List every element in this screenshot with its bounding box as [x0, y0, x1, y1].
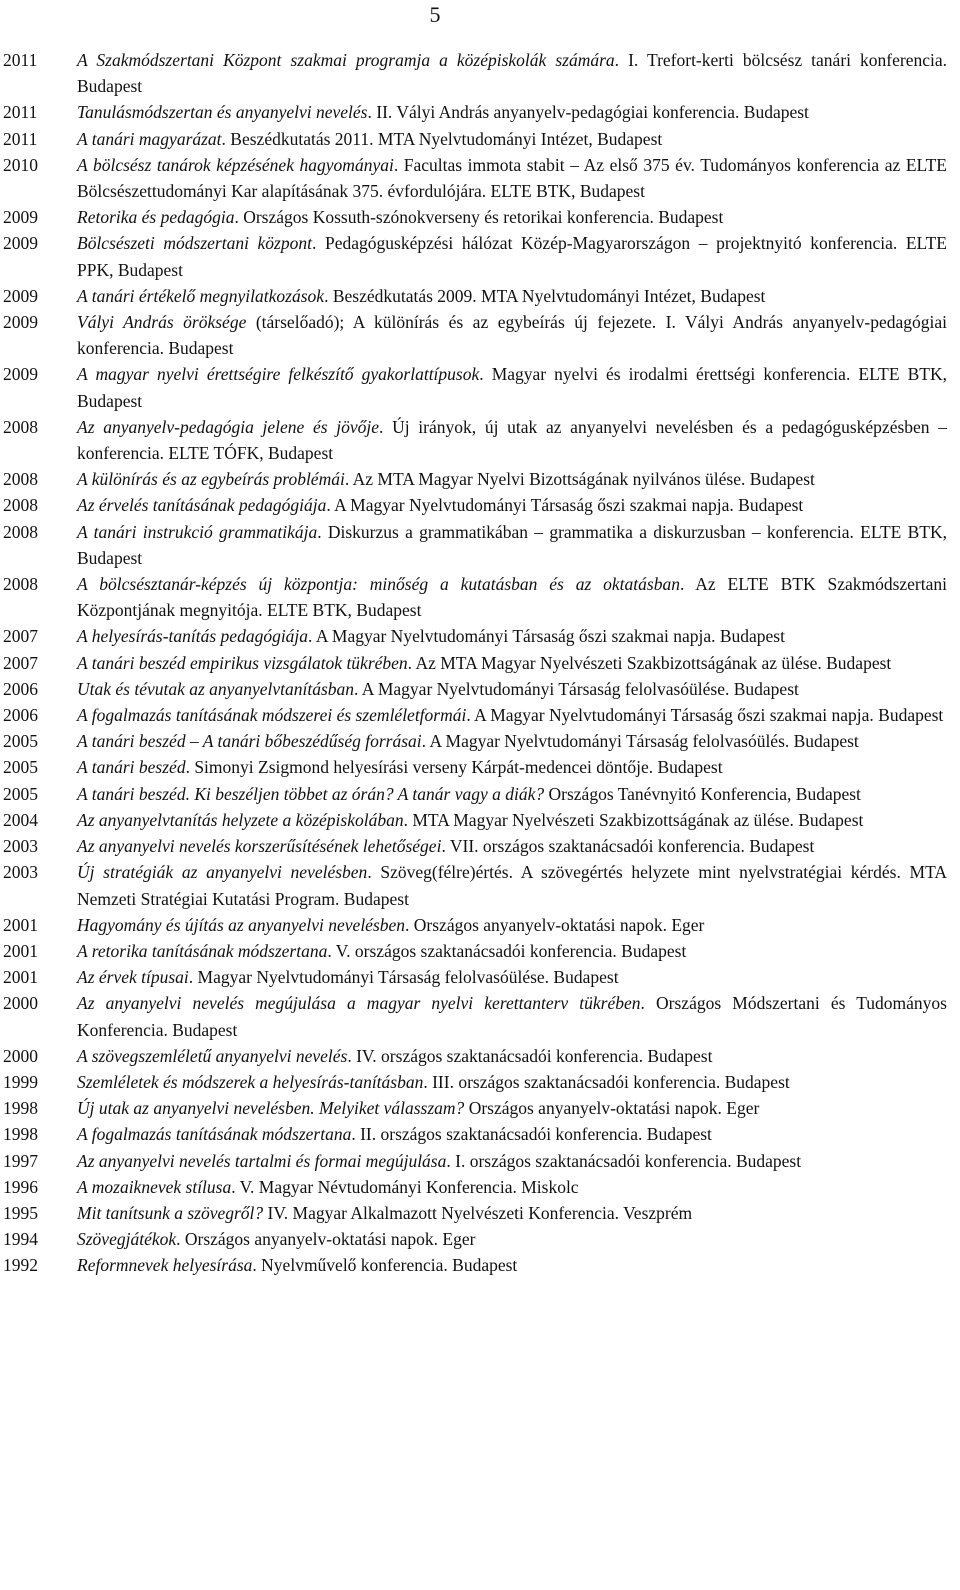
entry-year: 2009 — [3, 233, 38, 254]
entry-title: A tanári beszéd — [77, 757, 186, 778]
entry-year: 2005 — [3, 731, 38, 752]
entry-text — [77, 99, 947, 125]
list-item — [3, 1095, 947, 1121]
list-item — [3, 702, 947, 728]
entry-title: A tanári beszéd – A tanári bőbeszédűség forrásai — [77, 731, 422, 752]
entry-year: 1994 — [3, 1229, 38, 1250]
list-item — [3, 47, 947, 99]
entry-details: . IV. országos szaktanácsadói konferencia. Budapest — [347, 1045, 713, 1066]
entry-details: . Az MTA Magyar Nyelvi Bizottságának nyilvános ülése. Budapest — [344, 469, 815, 490]
entry-text — [77, 571, 947, 623]
entry-year: 2009 — [3, 312, 38, 333]
entry-title: A szövegszemléletű anyanyelvi nevelés — [77, 1045, 348, 1066]
entry-title: A Szakmódszertani Központ szakmai programja a középiskolák számára — [77, 50, 615, 70]
entry-text — [77, 1095, 947, 1121]
entry-details: . Országos Kossuth-szónokverseny és retorikai konferencia. Budapest — [234, 207, 724, 228]
entry-text — [77, 126, 947, 152]
list-item — [3, 571, 947, 623]
entry-year: 2001 — [3, 914, 38, 935]
entry-text — [77, 964, 947, 990]
entry-title: Az érvelés tanításának pedagógiája — [77, 495, 327, 516]
entry-details: . A Magyar Nyelvtudományi Társaság őszi szakmai napja. Budapest — [466, 705, 944, 726]
entry-year: 2003 — [3, 836, 38, 857]
entry-year: 2008 — [3, 469, 38, 490]
list-item — [3, 912, 947, 938]
entry-text — [77, 833, 947, 859]
entry-year: 2006 — [3, 705, 38, 726]
entry-text — [77, 1069, 947, 1095]
list-item — [3, 1043, 947, 1069]
entry-details: . Magyar nyelvi és irodalmi érettségi konferencia. ELTE BTK, Budapest — [77, 364, 947, 411]
list-item — [3, 99, 947, 125]
entry-title: A bölcsész tanárok képzésének hagyományai — [77, 154, 394, 175]
list-item — [3, 126, 947, 152]
entry-title: A tanári beszéd empirikus vizsgálatok tükrében — [77, 652, 408, 673]
entry-text — [77, 519, 947, 571]
entry-title: Utak és tévutak az anyanyelvtanításban — [77, 678, 355, 699]
entry-details: . Beszédkutatás 2011. MTA Nyelvtudományi Intézet, Budapest — [221, 128, 663, 149]
entry-text — [77, 1200, 947, 1226]
entry-year: 1998 — [3, 1098, 38, 1119]
entry-text — [77, 492, 947, 518]
entry-details: . Simonyi Zsigmond helyesírási verseny Kárpát-medencei döntője. Budapest — [185, 757, 723, 778]
entry-year: 2005 — [3, 757, 38, 778]
entry-year: 2001 — [3, 967, 38, 988]
list-item — [3, 1226, 947, 1252]
list-item — [3, 990, 947, 1042]
list-item — [3, 623, 947, 649]
entry-text — [77, 1043, 947, 1069]
entry-title: A magyar nyelvi érettségire felkészítő gyakorlattípusok — [77, 364, 480, 385]
list-item — [3, 309, 947, 361]
list-item — [3, 754, 947, 780]
entry-year: 1998 — [3, 1124, 38, 1145]
entry-details: . A Magyar Nyelvtudományi Társaság őszi szakmai napja. Budapest — [326, 495, 804, 516]
list-item — [3, 1252, 947, 1278]
entry-title: Bölcsészeti módszertani központ — [77, 233, 312, 254]
entry-title: A helyesírás-tanítás pedagógiája — [77, 626, 309, 647]
list-item — [3, 1174, 947, 1200]
entry-text — [77, 990, 947, 1042]
entry-title: Az anyanyelvi nevelés megújulása a magyar nyelvi kerettanterv tükrében — [77, 993, 641, 1014]
list-item — [3, 728, 947, 754]
entry-details: . II. országos szaktanácsadói konferencia. Budapest — [351, 1124, 712, 1145]
entry-year: 1992 — [3, 1255, 38, 1276]
entry-year: 2006 — [3, 678, 38, 699]
entry-year: 2009 — [3, 207, 38, 228]
entry-year: 2008 — [3, 521, 38, 542]
entry-title: Hagyomány és újítás az anyanyelvi nevelésben — [77, 914, 406, 935]
entry-year: 1995 — [3, 1202, 38, 1223]
entry-details: . A Magyar Nyelvtudományi Társaság őszi szakmai napja. Budapest — [308, 626, 785, 647]
entry-title: Szövegjátékok — [77, 1229, 177, 1250]
entry-title: A mozaiknevek stílusa — [77, 1176, 232, 1197]
entry-text — [77, 204, 947, 230]
entry-details: . Új irányok, új utak az anyanyelvi nevelésben és a pedagógusképzésben – konferencia. ELTE TÓFK, Budapest — [77, 416, 947, 464]
entry-year: 2011 — [3, 102, 38, 123]
entry-title: Vályi András öröksége — [77, 312, 247, 333]
list-item — [3, 1200, 947, 1226]
entry-details: . Az MTA Magyar Nyelvészeti Szakbizottságának az ülése. Budapest — [407, 652, 892, 673]
entry-details: . Országos Módszertani és Tudományos Konferencia. Budapest — [77, 993, 947, 1040]
list-item — [3, 676, 947, 702]
entry-details: . VII. országos szaktanácsadói konferencia. Budapest — [441, 836, 815, 857]
list-item — [3, 1148, 947, 1174]
list-item — [3, 938, 947, 964]
entry-text — [77, 283, 947, 309]
presentation-list — [3, 47, 947, 1279]
entry-text — [77, 702, 947, 728]
entry-title: A tanári beszéd. Ki beszéljen többet az órán? A tanár vagy a diák? — [77, 783, 545, 804]
entry-details: . Pedagógusképzési hálózat Közép-Magyarországon – projektnyitó konferencia. ELTE PPK, Budapest — [77, 233, 947, 280]
list-item — [3, 519, 947, 571]
entry-text — [77, 754, 947, 780]
entry-title: Reformnevek helyesírása — [77, 1255, 253, 1276]
entry-text — [77, 1121, 947, 1147]
entry-text — [77, 414, 947, 466]
entry-text — [77, 1226, 947, 1252]
entry-details: . Magyar Nyelvtudományi Társaság felolvasóülése. Budapest — [188, 967, 619, 988]
entry-details: Országos Tanévnyitó Konferencia, Budapest — [544, 783, 861, 804]
entry-details: Országos anyanyelv-oktatási napok. Eger — [464, 1098, 760, 1119]
entry-text — [77, 1252, 947, 1278]
list-item — [3, 361, 947, 413]
entry-year: 2010 — [3, 154, 38, 175]
entry-year: 2005 — [3, 783, 38, 804]
entry-text — [77, 938, 947, 964]
list-item — [3, 833, 947, 859]
entry-details: . II. Vályi András anyanyelv-pedagógiai konferencia. Budapest — [367, 102, 809, 123]
entry-details: . MTA Magyar Nyelvészeti Szakbizottságának az ülése. Budapest — [403, 809, 864, 830]
entry-details: . V. országos szaktanácsadói konferencia. Budapest — [327, 940, 687, 961]
entry-year: 2008 — [3, 416, 38, 437]
entry-year: 2001 — [3, 940, 38, 961]
entry-details: . Facultas immota stabit – Az első 375 év. Tudományos konferencia az ELTE Bölcsészettudományi Kar alapításának 375. évfordulójára. ELTE BTK, Budapest — [77, 154, 947, 202]
entry-year: 2003 — [3, 862, 38, 883]
entry-title: Az anyanyelv-pedagógia jelene és jövője — [77, 416, 380, 437]
entry-text — [77, 859, 947, 911]
entry-text — [77, 152, 947, 204]
entry-details: . V. Magyar Névtudományi Konferencia. Miskolc — [231, 1176, 579, 1197]
entry-details: . Országos anyanyelv-oktatási napok. Eger — [405, 914, 705, 935]
list-item — [3, 781, 947, 807]
entry-title: Az anyanyelvtanítás helyzete a középiskolában — [77, 809, 404, 830]
entry-text — [77, 47, 947, 99]
entry-year: 2009 — [3, 364, 38, 385]
entry-year: 2000 — [3, 1045, 38, 1066]
entry-details: . Beszédkutatás 2009. MTA Nyelvtudományi Intézet, Budapest — [324, 285, 766, 306]
entry-details: . III. országos szaktanácsadói konferencia. Budapest — [423, 1071, 790, 1092]
list-item — [3, 650, 947, 676]
list-item — [3, 1121, 947, 1147]
list-item — [3, 859, 947, 911]
entry-year: 2000 — [3, 993, 38, 1014]
entry-text — [77, 912, 947, 938]
entry-text — [77, 230, 947, 282]
entry-details: . Országos anyanyelv-oktatási napok. Eger — [176, 1229, 476, 1250]
entry-text — [77, 807, 947, 833]
entry-text — [77, 309, 947, 361]
entry-title: A retorika tanításának módszertana — [77, 940, 328, 961]
entry-details: . Diskurzus a grammatikában – grammatika a diskurzusban – konferencia. ELTE BTK, Budapest — [77, 521, 947, 568]
entry-title: Retorika és pedagógia — [77, 207, 235, 228]
list-item — [3, 204, 947, 230]
entry-year: 2008 — [3, 574, 38, 595]
entry-title: Szemléletek és módszerek a helyesírás-tanításban — [77, 1071, 424, 1092]
list-item — [3, 807, 947, 833]
entry-text — [77, 1174, 947, 1200]
entry-details: . Szöveg(félre)értés. A szövegértés helyzete mint nyelvstratégiai kérdés. MTA Nemzeti Stratégiai Kutatási Program. Budapest — [77, 862, 947, 909]
entry-year: 1996 — [3, 1176, 38, 1197]
entry-details: . Az ELTE BTK Szakmódszertani Központjának megnyitója. ELTE BTK, Budapest — [77, 574, 947, 621]
entry-year: 1997 — [3, 1150, 38, 1171]
entry-details: . I. Trefort-kerti bölcsész tanári konferencia. Budapest — [77, 50, 947, 97]
list-item — [3, 466, 947, 492]
entry-title: A fogalmazás tanításának módszerei és szemléletformái — [77, 705, 467, 726]
list-item — [3, 414, 947, 466]
entry-details: . I. országos szaktanácsadói konferencia. Budapest — [446, 1150, 802, 1171]
entry-title: Tanulásmódszertan és anyanyelvi nevelés — [77, 102, 368, 123]
entry-title: A tanári magyarázat — [77, 128, 222, 149]
entry-title: Az anyanyelvi nevelés korszerűsítésének lehetőségei — [77, 836, 442, 857]
page-number: 5 — [429, 2, 441, 27]
entry-text — [77, 781, 947, 807]
entry-details: . Nyelvművelő konferencia. Budapest — [252, 1255, 518, 1276]
entry-year: 2007 — [3, 626, 38, 647]
list-item — [3, 964, 947, 990]
entry-text — [77, 1148, 947, 1174]
entry-title: A bölcsésztanár-képzés új központja: minőség a kutatásban és az oktatásban — [77, 574, 680, 595]
entry-year: 2004 — [3, 809, 38, 830]
entry-text — [77, 623, 947, 649]
entry-title: A tanári értékelő megnyilatkozások — [77, 285, 325, 306]
entry-title: Új utak az anyanyelvi nevelésben. Melyiket válasszam? — [77, 1098, 465, 1119]
entry-title: A fogalmazás tanításának módszertana — [77, 1124, 352, 1145]
entry-details: (társelőadó); A különírás és az egybeírás új fejezete. I. Vályi András anyanyelv-pedagógiai konferencia. Budapest — [77, 312, 947, 359]
entry-details: . A Magyar Nyelvtudományi Társaság felolvasóülése. Budapest — [354, 678, 799, 699]
entry-year: 2008 — [3, 495, 38, 516]
entry-details: . A Magyar Nyelvtudományi Társaság felolvasóülés. Budapest — [421, 731, 859, 752]
entry-text — [77, 650, 947, 676]
entry-title: Új stratégiák az anyanyelvi nevelésben — [77, 862, 368, 883]
entry-text — [77, 728, 947, 754]
entry-text — [77, 676, 947, 702]
list-item — [3, 152, 947, 204]
list-item — [3, 492, 947, 518]
entry-year: 2011 — [3, 50, 38, 70]
entry-text — [77, 361, 947, 413]
entry-year: 2007 — [3, 652, 38, 673]
entry-year: 2009 — [3, 285, 38, 306]
entry-year: 2011 — [3, 128, 38, 149]
entry-text — [77, 466, 947, 492]
entry-title: Az anyanyelvi nevelés tartalmi és formai megújulása — [77, 1150, 447, 1171]
entry-year: 1999 — [3, 1071, 38, 1092]
list-item — [3, 230, 947, 282]
entry-title: A különírás és az egybeírás problémái — [77, 469, 345, 490]
list-item — [3, 283, 947, 309]
entry-title: Az érvek típusai — [77, 967, 189, 988]
entry-title: Mit tanítsunk a szövegről? — [77, 1202, 264, 1223]
entry-details: IV. Magyar Alkalmazott Nyelvészeti Konferencia. Veszprém — [263, 1202, 693, 1223]
list-item — [3, 1069, 947, 1095]
entry-title: A tanári instrukció grammatikája — [77, 521, 318, 542]
